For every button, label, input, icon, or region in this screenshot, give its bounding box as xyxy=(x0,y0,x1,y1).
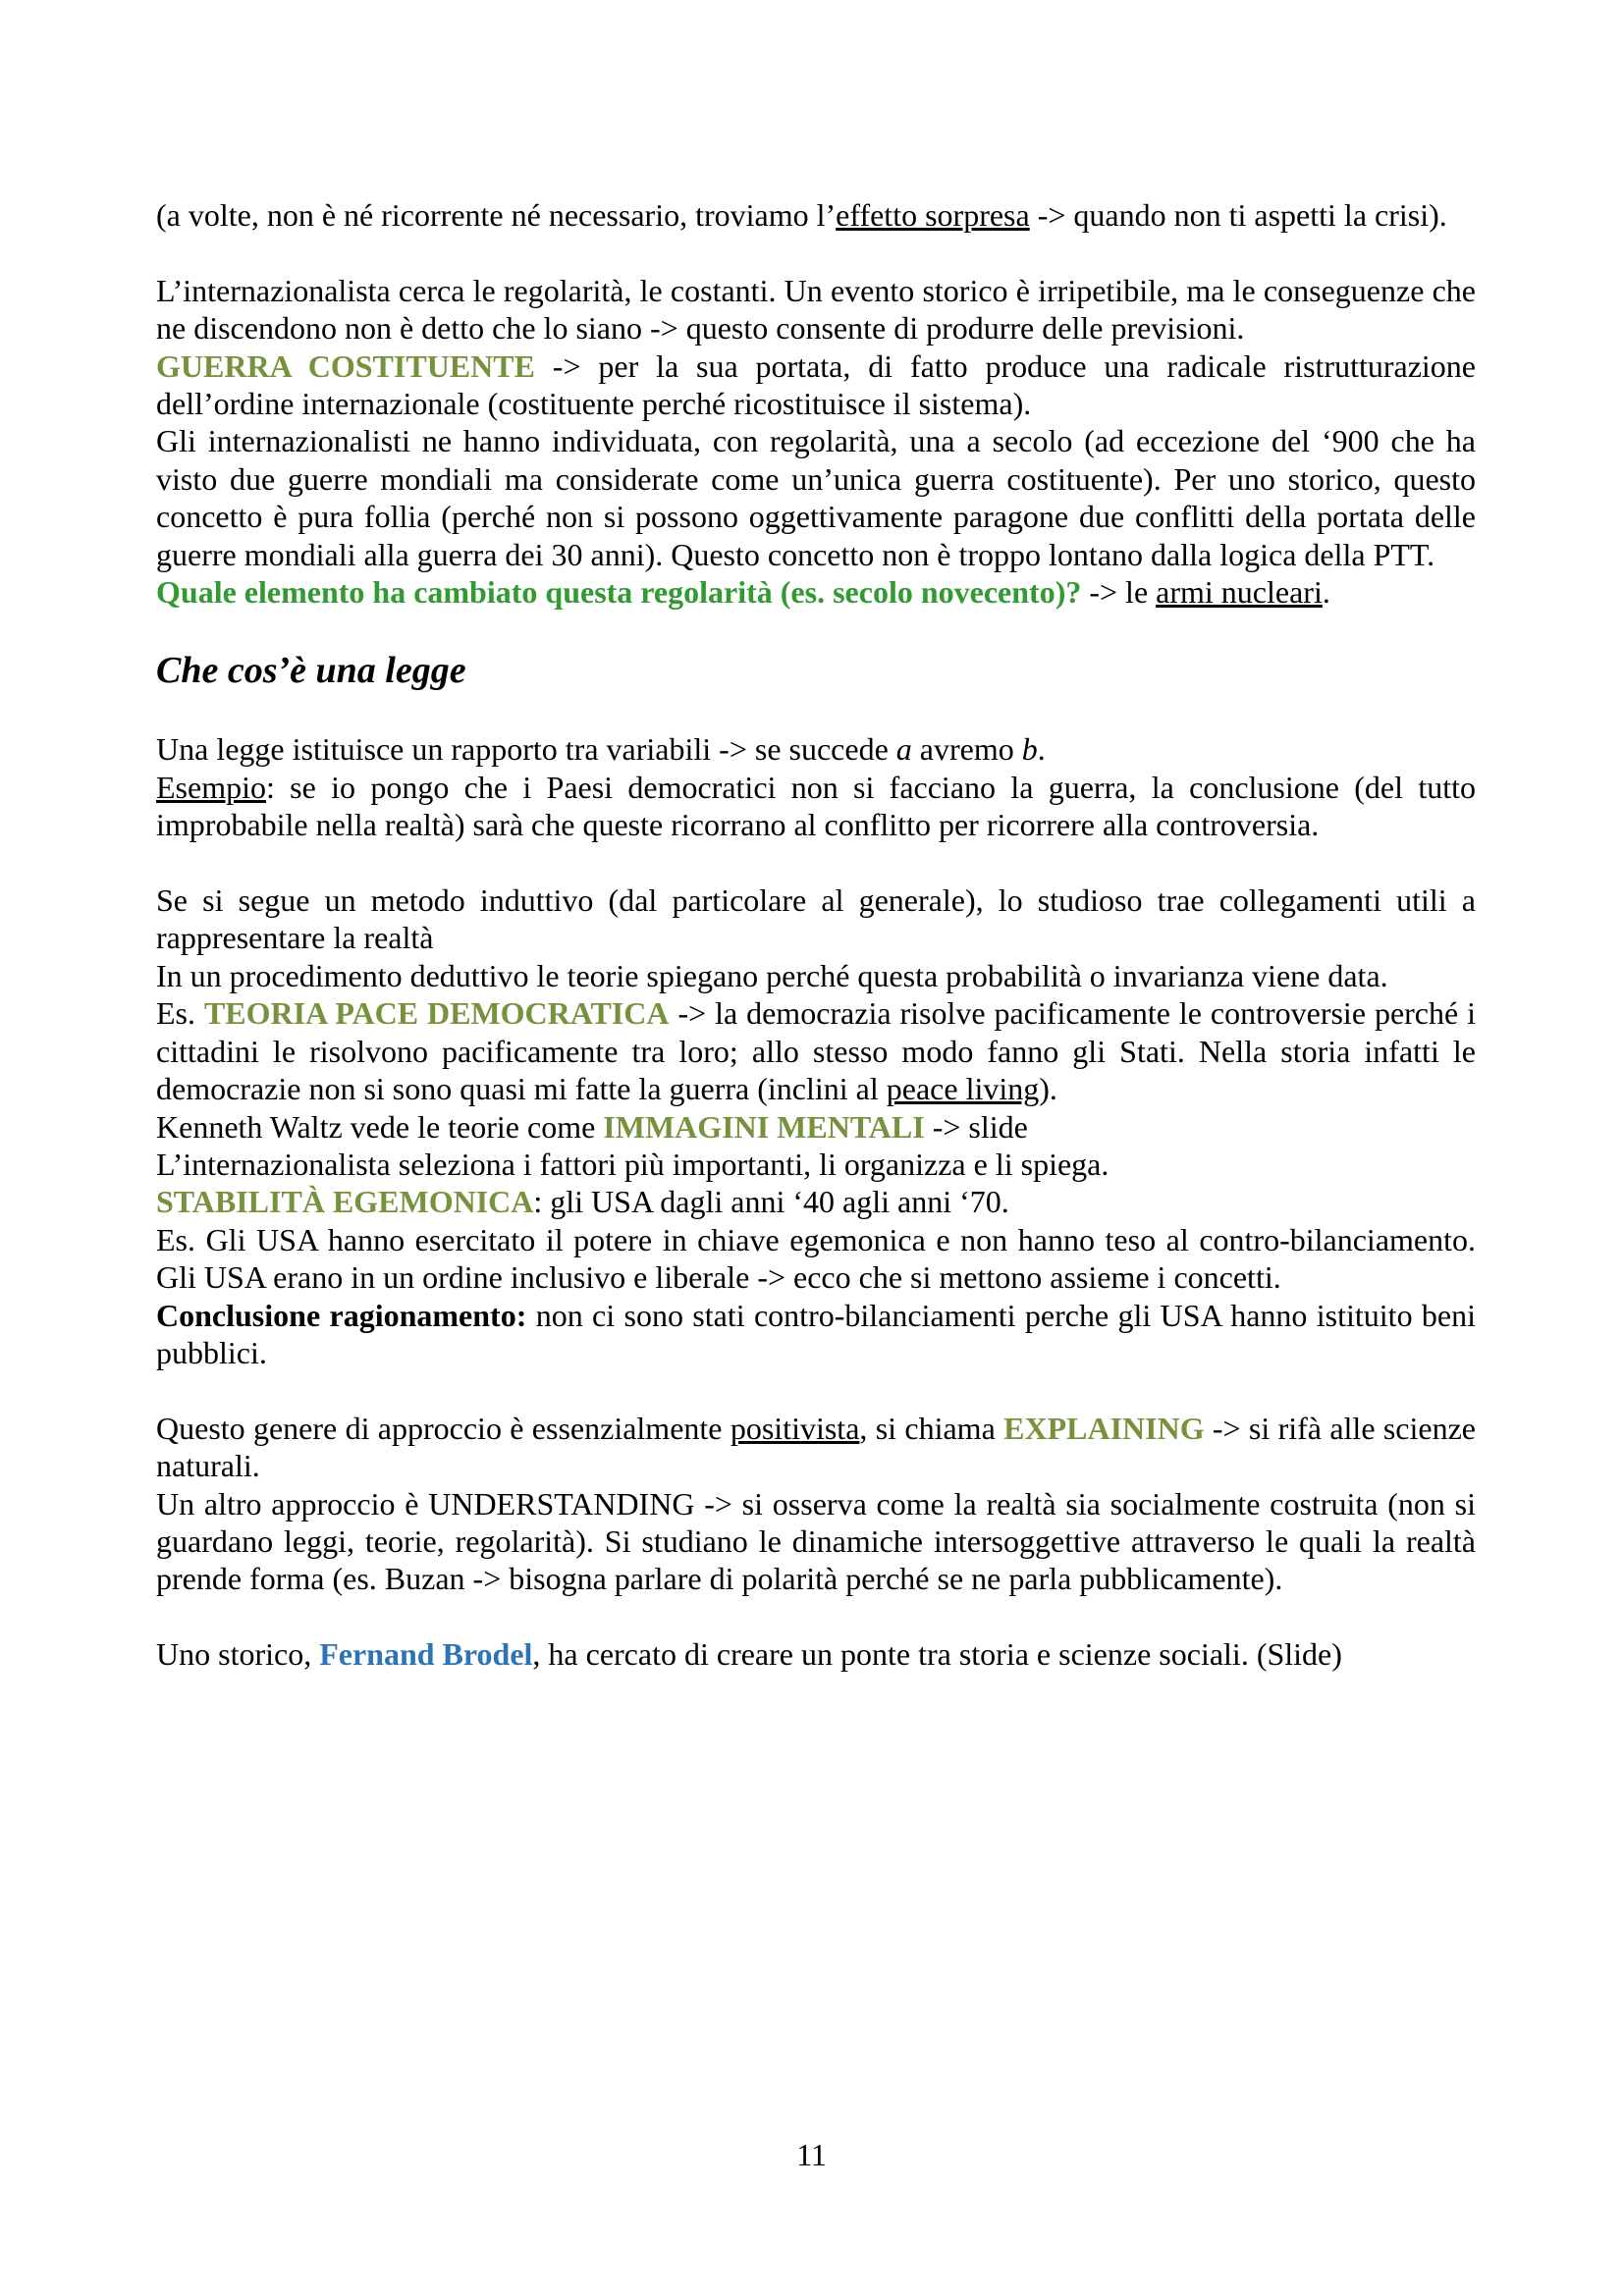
paragraph xyxy=(156,1108,1476,1146)
paragraph xyxy=(156,1183,1476,1220)
text: Un altro approccio è UNDERSTANDING -> si osserva come la realtà sia socialmente costruita (non si guardano leggi, teorie, regolarità). Si studiano le dinamiche intersoggettive attraverso le quali la realtà prende forma (es. Buzan -> bisogna parlare di polarità perché se ne parla pubblicamente). xyxy=(156,1485,1476,1597)
paragraph xyxy=(156,1635,1476,1673)
text: Kenneth Waltz vede le teorie come xyxy=(156,1108,604,1145)
page-number: 11 xyxy=(796,2137,827,2172)
paragraph xyxy=(156,1146,1476,1183)
paragraph xyxy=(156,1410,1476,1485)
paragraph xyxy=(156,957,1476,994)
text: . xyxy=(1322,574,1330,611)
text: -> quando non ti aspetti la crisi). xyxy=(1029,197,1447,233)
paragraph xyxy=(156,196,1476,234)
text: Es. xyxy=(156,995,204,1032)
underlined-term: peace living xyxy=(886,1071,1040,1107)
text: avremo xyxy=(911,731,1022,768)
document-body xyxy=(156,196,1476,1674)
paragraph xyxy=(156,730,1476,768)
text: : gli USA dagli anni ‘40 agli anni ‘70. xyxy=(533,1184,1009,1220)
text: , ha cercato di creare un ponte tra storia e scienze sociali. (Slide) xyxy=(532,1636,1342,1673)
text: Se si segue un metodo induttivo (dal particolare al generale), lo studioso trae collegamenti utili a rappresentare la realtà xyxy=(156,882,1476,956)
key-term: EXPLAINING xyxy=(1003,1410,1205,1446)
underlined-term: positivista xyxy=(730,1410,860,1446)
text: -> si rifà alle scienze naturali. xyxy=(156,1410,1477,1484)
underlined-term: armi nucleari xyxy=(1156,574,1323,611)
paragraph xyxy=(156,769,1476,844)
paragraph xyxy=(156,272,1476,347)
paragraph xyxy=(156,347,1476,423)
variable: a xyxy=(895,731,912,768)
blank-line xyxy=(156,234,1476,271)
paragraph xyxy=(156,1297,1476,1372)
text: In un procedimento deduttivo le teorie spiegano perché questa probabilità o invarianza viene data. xyxy=(156,957,1388,993)
text: Una legge istituisce un rapporto tra variabili -> se succede xyxy=(156,731,896,768)
text: . xyxy=(1037,731,1046,768)
text: L’internazionalista cerca le regolarità, le costanti. Un evento storico è irripetibile, ma le conseguenze che ne discendono non è detto che lo siano -> questo consente di produrre delle previsioni. xyxy=(156,272,1476,347)
paragraph xyxy=(156,422,1476,573)
key-term: IMMAGINI MENTALI xyxy=(603,1108,925,1145)
key-term: GUERRA COSTITUENTE xyxy=(156,347,535,384)
text: non ci sono stati contro-bilanciamenti perche gli USA hanno istituito beni pubblici. xyxy=(156,1297,1477,1370)
paragraph xyxy=(156,573,1476,611)
variable: b xyxy=(1021,731,1038,768)
person-name: Fernand Brodel xyxy=(319,1636,533,1673)
underlined-term: effetto sorpresa xyxy=(836,197,1030,233)
blank-line xyxy=(156,1371,1476,1409)
text: -> le xyxy=(1081,574,1157,611)
blank-line xyxy=(156,844,1476,881)
text: Questo genere di approccio è essenzialmente xyxy=(156,1410,730,1446)
text: L’internazionalista seleziona i fattori più importanti, li organizza e li spiega. xyxy=(156,1146,1109,1182)
paragraph xyxy=(156,1221,1476,1297)
underlined-term: Esempio xyxy=(156,769,266,805)
key-term: STABILITÀ EGEMONICA xyxy=(156,1184,534,1220)
blank-line xyxy=(156,1598,1476,1635)
bold-label: Conclusione ragionamento: xyxy=(156,1297,527,1333)
text: Es. Gli USA hanno esercitato il potere in chiave egemonica e non hanno teso al contro-bilanciamento. Gli USA erano in un ordine inclusivo e liberale -> ecco che si mettono assieme i concetti. xyxy=(156,1221,1476,1296)
key-term: TEORIA PACE DEMOCRATICA xyxy=(203,995,670,1032)
text: (a volte, non è né ricorrente né necessario, troviamo l’ xyxy=(156,197,837,233)
section-heading: Che cos’è una legge xyxy=(156,650,466,692)
text: Gli internazionalisti ne hanno individuata, con regolarità, una a secolo (ad eccezione del ‘900 che ha visto due guerre mondiali ma considerate come un’unica guerra costituente). Per uno storico, questo concetto è pura follia (perché non si possono oggettivamente paragone due conflitti della portata delle guerre mondiali alla guerra dei 30 anni). Questo concetto non è troppo lontano dalla logica della PTT. xyxy=(156,423,1476,572)
paragraph xyxy=(156,1485,1476,1598)
question: Quale elemento ha cambiato questa regolarità (es. secolo novecento)? xyxy=(156,574,1082,611)
text: : se io pongo che i Paesi democratici non si facciano la guerra, la conclusione (del tutto improbabile nella realtà) sarà che queste ricorrano al conflitto per ricorrere alla controversia. xyxy=(156,769,1476,843)
text: -> per la sua portata, di fatto produce una radicale ristrutturazione dell’ordine internazionale (costituente perché ricostituisce il sistema). xyxy=(156,347,1477,422)
paragraph xyxy=(156,881,1476,957)
text: -> la democrazia risolve pacificamente le controversie perché i cittadini le risolvono pacificamente tra loro; allo stesso modo fanno gli Stati. Nella storia infatti le democrazie non si sono quasi mi fatte la guerra (inclini al xyxy=(156,995,1477,1107)
text: -> slide xyxy=(924,1108,1028,1145)
text: , si chiama xyxy=(859,1410,1004,1446)
paragraph xyxy=(156,994,1476,1107)
text: Uno storico, xyxy=(156,1636,320,1673)
text: ). xyxy=(1039,1071,1057,1107)
